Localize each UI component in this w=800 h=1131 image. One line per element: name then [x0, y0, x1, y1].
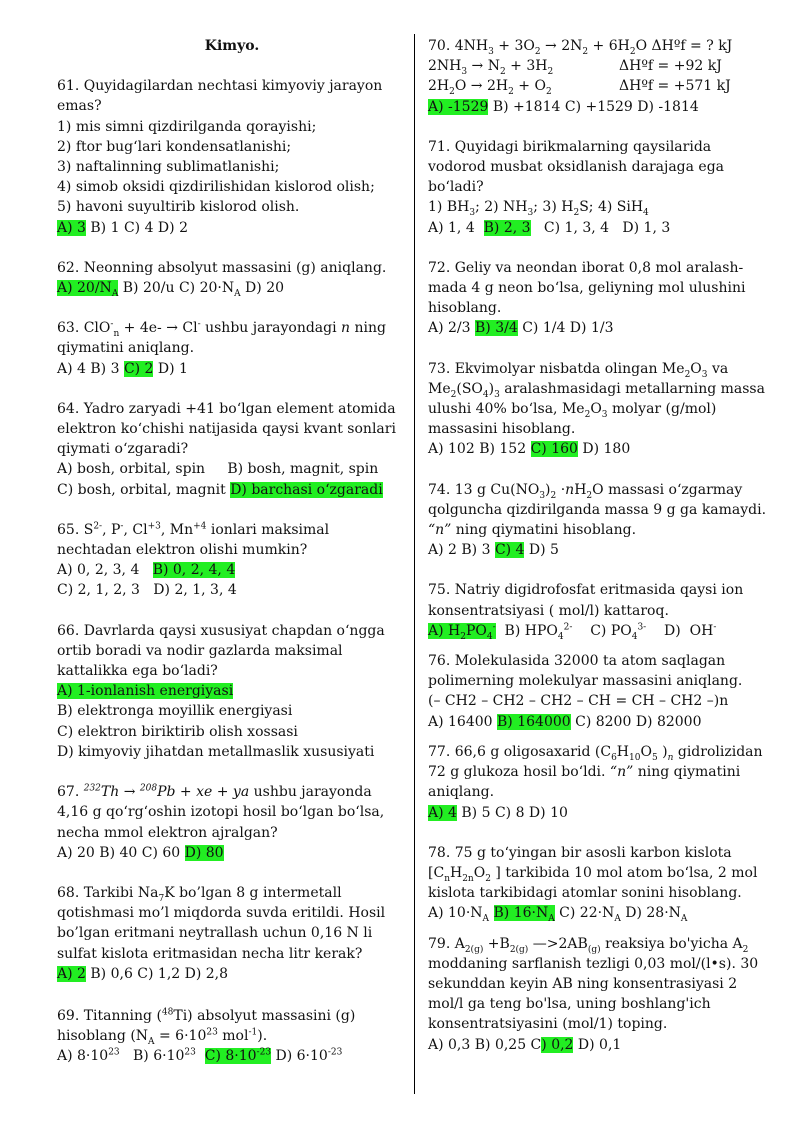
question-66	[57, 621, 407, 762]
answer-options: C) 2, 1, 2, 3 D) 2, 1, 3, 4	[57, 582, 237, 599]
question-61	[57, 76, 407, 238]
correct-answer: B) 2, 3	[483, 219, 531, 236]
answer-options: A) 4 B) 5 C) 8 D) 10	[428, 804, 568, 821]
answer-options: A) 2 B) 3 C) 4 D) 5	[428, 542, 559, 559]
question-76	[428, 651, 773, 732]
answer-options: A) $20/N_A$ B) 20/u C) $20\cdot N_A$ D) 20	[57, 280, 285, 299]
list-item: 2) ftor bug‘lari kondensatlanishi;	[57, 138, 292, 155]
compound-list: 1) $BH_3$; 2) $NH_3$; 3) $H_2S$; 4) SiH$_4$	[428, 199, 649, 219]
question-65	[57, 520, 407, 601]
question-67	[57, 782, 407, 863]
question-64	[57, 399, 407, 500]
other-options: B) 20/u C) 20·N	[118, 280, 235, 297]
question-70	[428, 36, 773, 117]
answer-options: A) bosh, orbital, spin B) bosh, magnit, spin	[57, 461, 379, 478]
right-column	[428, 36, 773, 1075]
question-text: 67. $^{232}$Th → $^{208}$Pb + xe + ya ushbu jarayonda 4,16 g qo‘rg‘oshin izotopi hosil bo‘lgan bo‘lsa, necha mmol elektron ajralgan?	[57, 783, 385, 841]
correct-answer: C) 4	[494, 542, 525, 559]
list-item: 5) havoni suyultirib kislorod olish.	[57, 199, 300, 216]
question-text: 69. Titanning ($^{48}$Ti) absolyut massasini (g) hisoblang ($N_A = 6\cdot 10^{23}$ mol$^{-1}$).	[57, 1007, 356, 1047]
question-75	[428, 580, 773, 641]
answer-options: C) bosh, orbital, magnit D) barchasi o‘zgaradi	[57, 481, 383, 498]
answer-options: A) $H_2PO_4^-$ B) $HPO_4^{2-}$ C) $PO_4^{3-}$ D) OH-	[428, 622, 717, 642]
page-title: Kimyo.	[204, 38, 260, 54]
question-text: 65. $S^{2-}$, P-, $Cl^{+3}$, $Mn^{+4}$ ionlari maksimal nechtadan elektron olishi mumkin?	[57, 521, 330, 559]
option-b: B) elektronga moyillik energiyasi	[57, 703, 293, 720]
question-text: 73. Ekvimolyar nisbatda olingan $Me_2O_3$ va $Me_2(SO_4)_3$ aralashmasidagi metallarning massa ulushi 40% bo‘lsa, $Me_2O_3$ molyar (g/mol) massasini hisoblang.	[428, 360, 765, 438]
question-text: 77. 66,6 g oligosaxarid ($C_6H_{10}O_5$ )$_n$ gidrolizidan 72 g glukoza hosil bo‘ldi. “n” ning qiymatini aniqlang.	[428, 743, 763, 801]
question-text: 68. Tarkibi $Na_7K$ bo’lgan 8 g intermetall qotishmasi mo’l miqdorda suvda eritildi. Hosil bo’lgan eritmani neytrallash uchun 0,16 N li sulfat kislota eritmasidan necha litr kerak?	[57, 884, 386, 962]
answer-options: A) -1529 B) +1814 C) +1529 D) -1814	[428, 98, 699, 115]
question-text: 76. Molekulasida 32000 ta atom saqlagan polimerning molekulyar massasini aniqlang.	[428, 653, 743, 690]
answer-options: A) $8\cdot 10^{23}$ B) $6\cdot 10^{23}$ C) $8\cdot 10^{-23}$ D) $6\cdot 10^{-23}$	[57, 1047, 343, 1065]
question-62	[57, 258, 407, 298]
other-options: B) 1 C) 4 D) 2	[85, 219, 188, 236]
list-item: 1) mis simni qizdirilganda qorayishi;	[57, 118, 317, 135]
polymer-formula: (– CH2 – CH2 – CH2 – CH = CH – CH2 –)n	[428, 693, 729, 710]
question-text: 74. 13 g $Cu(NO_3)_2 \cdot nH_2O$ massasi o‘zgarmay qolguncha qizdirilganda massa 9 g ga kamaydi. “n” ning qiymatini hisoblang.	[428, 481, 767, 539]
correct-answer: B) 3/4	[475, 320, 518, 337]
correct-answer: C) $8\cdot 10^{-23}$	[204, 1047, 272, 1065]
correct-answer: A) -1529	[428, 98, 489, 115]
question-69	[57, 1006, 407, 1067]
option-d: D) kimyoviy jihatdan metallmaslik xususiyati	[57, 743, 375, 760]
question-text: 66. Davrlarda qaysi xususiyat chapdan o‘ngga ortib boradi va nodir gazlarda maksimal kattalikka ega bo‘ladi?	[57, 622, 385, 680]
equation-line: 70. $4NH_3 + 3O_2 \to 2N_2 + 6H_2O$ ΔHºf = ? kJ	[428, 38, 733, 57]
correct-answer: C) 160	[530, 441, 578, 458]
correct-answer: A) $H_2PO_4^-$	[428, 622, 496, 642]
question-text: 72. Geliy va neondan iborat 0,8 mol aralash-mada 4 g neon bo‘lsa, geliyning mol ulushini hisoblang.	[428, 259, 746, 317]
column-divider	[414, 34, 415, 1094]
answer-options: A) 2/3 B) 3/4 C) 1/4 D) 1/3	[428, 320, 614, 337]
question-71	[428, 137, 773, 238]
question-79	[428, 934, 773, 1055]
correct-answer: A) 2	[57, 965, 86, 982]
answer-options: A) 4 B) 3 C) 2 D) 1	[57, 360, 188, 377]
correct-answer: B) 164000	[497, 713, 571, 730]
answer-options: A) 0, 2, 3, 4 B) 0, 2, 4, 4	[57, 562, 236, 579]
question-78	[428, 843, 773, 924]
question-text: 79. $A_{2(g)} +B_{2(g)}$ $—>2AB_{(g)}$ reaksiya bo'yicha $A_2$ moddaning sarflanish tezligi 0,03 mol/(l•s). 30 sekunddan keyin AB ning konsentrasiyasi 2 mol/l ga teng bo'lsa, uning boshlang'ich konsentratsiyasini (mol/1) toping.	[428, 935, 759, 1033]
question-68	[57, 883, 407, 984]
answer-options: A) 0,3 B) 0,25 C) 0,2 D) 0,1	[428, 1036, 622, 1053]
list-item: 3) naftalinning sublimatlanishi;	[57, 159, 280, 176]
question-text: 62. Neonning absolyut massasini (g) aniqlang.	[57, 259, 387, 276]
answer-options: A) $10\cdot N_A$ B) $16\cdot N_A$ C) $22\cdot N_A$ D) $28\cdot N_A$	[428, 905, 688, 925]
answer-options: A) 16400 B) 164000 C) 8200 D) 82000	[428, 713, 702, 730]
question-text: 64. Yadro zaryadi +41 bo‘lgan element atomida elektron ko‘chishi natijasida qaysi kvant sonlari qiymati o‘zgaradi?	[57, 400, 396, 458]
question-text: 63. ClO-$_n$ + 4e- → Cl- ushbu jarayondagi n ning qiymatini aniqlang.	[57, 319, 387, 357]
correct-answer: D) 80	[184, 844, 224, 861]
correct-answer: A) $20/N_A$	[57, 280, 119, 299]
question-text: 71. Quyidagi birikmalarning qaysilarida vodorod musbat oksidlanish darajaga ega bo‘ladi?	[428, 138, 725, 196]
option-c: C) elektron biriktirib olish xossasi	[57, 723, 298, 740]
question-73	[428, 359, 773, 460]
correct-answer: D) barchasi o‘zgaradi	[230, 481, 383, 498]
answer-options	[57, 218, 407, 238]
question-text: 75. Natriy digidrofosfat eritmasida qaysi ion konsentratsiyasi ( mol/l) kattaroq.	[428, 582, 744, 619]
question-text: 78. 75 g to‘yingan bir asosli karbon kislota [$C_nH_{2n}O_2$ ] tarkibida 10 mol atom bo‘lsa, 2 mol kislota tarkibidagi atomlar sonini hisoblang.	[428, 844, 758, 902]
equation-line: $2NH_3 \to N_2 + 3H_2$ ΔHºf = +92 kJ	[428, 58, 722, 77]
question-77	[428, 742, 773, 823]
correct-answer: C) 2	[123, 360, 154, 377]
answer-options: A) 1, 4 B) 2, 3 C) 1, 3, 4 D) 1, 3	[428, 219, 671, 236]
left-column	[57, 36, 407, 1087]
correct-answer: B) $16\cdot N_A$	[493, 905, 555, 925]
correct-answer: ) 0,2	[541, 1036, 574, 1053]
answer-options: A) 102 B) 152 C) 160 D) 180	[428, 441, 631, 458]
answer-options: A) 20 B) 40 C) 60 D) 80	[57, 844, 224, 861]
list-item: 4) simob oksidi qizdirilishidan kislorod olish;	[57, 179, 375, 196]
question-text: 61. Quyidagilardan nechtasi kimyoviy jarayon emas?	[57, 78, 383, 115]
correct-answer: A) 1-ionlanish energiyasi	[57, 683, 234, 700]
correct-answer: B) 0, 2, 4, 4	[152, 562, 236, 579]
question-74	[428, 480, 773, 561]
question-72	[428, 258, 773, 339]
correct-answer: A) 4	[428, 804, 457, 821]
equation-line: $2H_2O \to 2H_2 + O_2$ ΔHºf = +571 kJ	[428, 78, 731, 98]
correct-answer: A) 3	[57, 219, 86, 236]
question-63	[57, 318, 407, 379]
answer-options: A) 2 B) 0,6 C) 1,2 D) 2,8	[57, 965, 229, 982]
